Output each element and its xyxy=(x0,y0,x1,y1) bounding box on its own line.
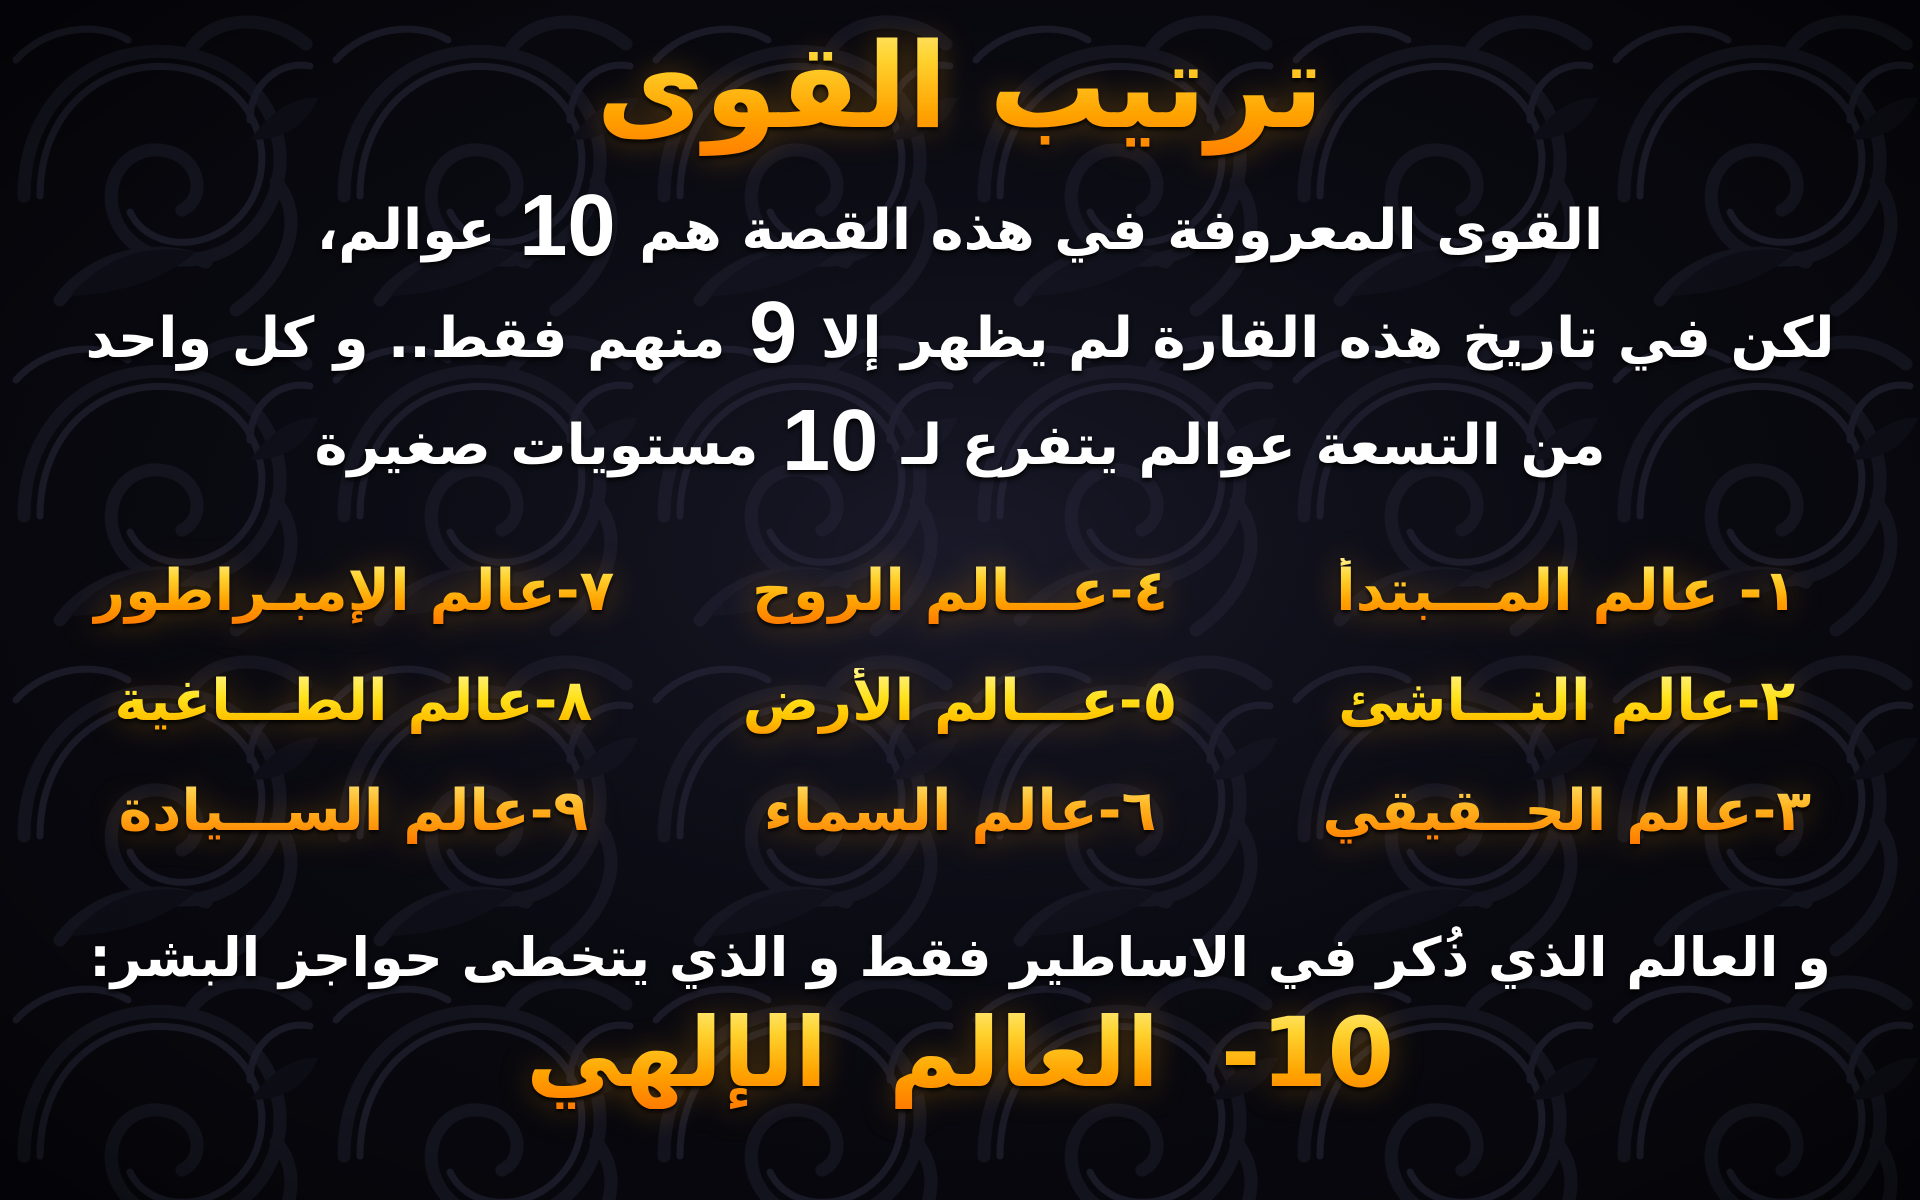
world-item: ٧-عالم الإمبـراطور xyxy=(92,557,615,624)
world-item: ٤-عـــالم الروح xyxy=(751,557,1169,624)
intro-text: القوى المعروفة في هذه القصة هم xyxy=(619,198,1604,264)
worlds-list xyxy=(70,558,1850,844)
intro-text: منهم فقط.. و كل واحد xyxy=(85,305,745,371)
intro-line xyxy=(86,392,1835,500)
intro-text: لكن في تاريخ هذه القارة لم يظهر إلا xyxy=(801,305,1835,371)
intro-number: 10 xyxy=(781,391,879,489)
world-item: ٦-عالم السماء xyxy=(763,777,1157,844)
intro-text: عوالم، xyxy=(316,198,516,264)
intro-line xyxy=(86,285,1835,393)
intro-text: من التسعة عوالم يتفرع لـ xyxy=(882,413,1606,479)
worlds-column-2 xyxy=(677,558,1244,844)
world-item: ٣-عالم الحــقيقي xyxy=(1322,777,1812,844)
world-item: ١- عالم المـــبتدأ xyxy=(1336,557,1798,624)
world-item: ٥-عـــالم الأرض xyxy=(742,667,1178,734)
world-item: ٨-عالم الطـــاغية xyxy=(114,667,593,734)
intro-text: مستويات صغيرة xyxy=(314,413,778,479)
worlds-column-1 xyxy=(1283,558,1850,844)
world-item: ٩-عالم الســـيادة xyxy=(118,777,589,844)
intro-paragraph xyxy=(86,177,1835,500)
divine-world-title: 10- العالم الإلهي xyxy=(525,996,1395,1109)
world-item: ٢-عالم النـــاشئ xyxy=(1338,667,1796,734)
page-title: ترتيب القوى xyxy=(596,10,1324,163)
footer-note: و العالم الذي ذُكر في الاساطير فقط و الذي يتخطى حواجز البشر: xyxy=(89,925,1831,989)
worlds-column-3 xyxy=(70,558,637,844)
intro-line xyxy=(86,177,1835,285)
intro-number: 10 xyxy=(519,176,616,274)
intro-number: 9 xyxy=(748,284,798,382)
